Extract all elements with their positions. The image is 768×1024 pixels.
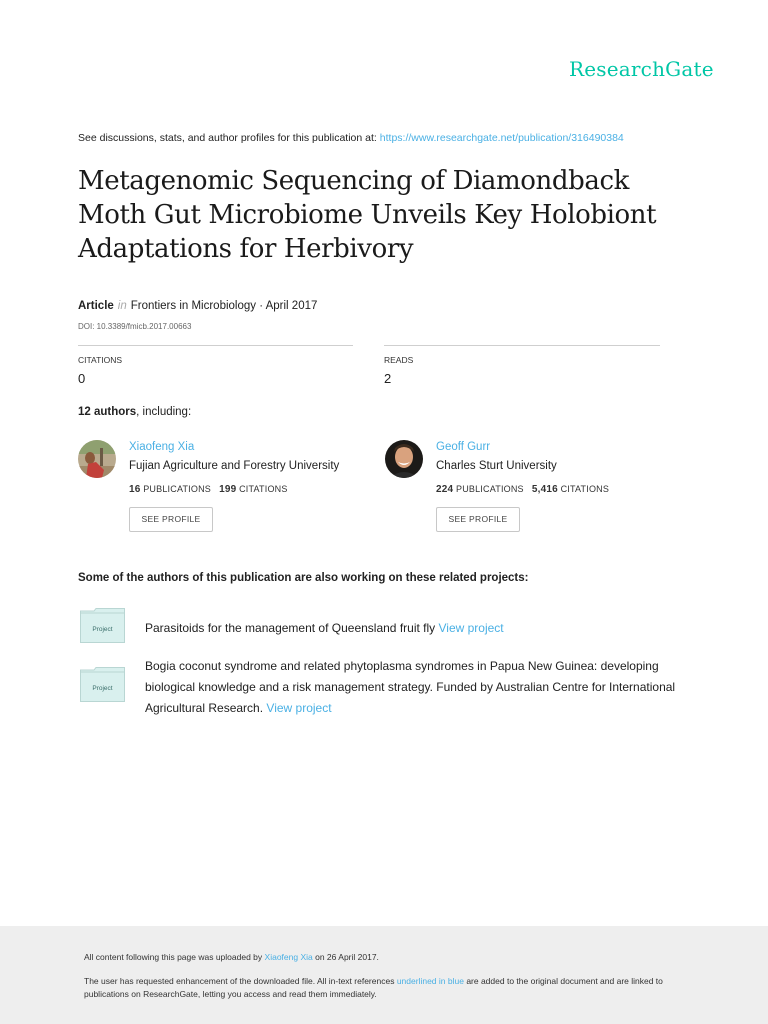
project-item	[145, 618, 705, 639]
publications-count: 16	[129, 484, 141, 495]
project-title-line: Bogia coconut syndrome and related phytoplasma syndromes in Papua New Guinea: developing	[145, 659, 659, 673]
authors-count: 12 authors	[78, 406, 137, 418]
reads-value: 2	[384, 371, 392, 386]
publication-url-link[interactable]: https://www.researchgate.net/publication/316490384	[379, 132, 624, 144]
publication-meta	[78, 300, 317, 312]
author-affiliation: Charles Sturt University	[436, 460, 557, 472]
uploader-link[interactable]: Xiaofeng Xia	[264, 952, 313, 962]
title-line: Moth Gut Microbiome Unveils Key Holobiont	[78, 200, 657, 230]
citations-value: 0	[78, 371, 86, 386]
citations-label: CITATIONS	[239, 484, 288, 494]
project-item	[145, 656, 725, 719]
avatar[interactable]	[78, 440, 116, 478]
author-affiliation: Fujian Agriculture and Forestry University	[129, 460, 340, 472]
divider	[78, 345, 353, 346]
publication-venue[interactable]: Frontiers in Microbiology · April 2017	[130, 300, 318, 312]
project-title: Parasitoids for the management of Queensland fruit fly	[145, 621, 436, 635]
authors-heading	[78, 406, 191, 418]
underlined-in-blue-text: underlined in blue	[396, 976, 464, 986]
notice-suffix: are added to the original document and are linked to publications on ResearchGate, letting you access and read them immediately.	[84, 976, 663, 999]
see-profile-button[interactable]: SEE PROFILE	[436, 507, 520, 532]
divider	[384, 345, 660, 346]
citations-label: CITATIONS	[78, 355, 123, 365]
project-icon-label: Project	[92, 685, 113, 692]
publications-label: PUBLICATIONS	[143, 484, 211, 494]
citations-count: 5,416	[531, 484, 558, 495]
citations-label: CITATIONS	[560, 484, 610, 494]
enhancement-notice	[84, 975, 704, 1001]
related-projects-heading: Some of the authors of this publication are also working on these related projects:	[78, 572, 529, 584]
upload-suffix: on 26 April 2017.	[315, 952, 379, 962]
intro-text: See discussions, stats, and author profiles for this publication at:	[78, 132, 377, 144]
title-line: Adaptations for Herbivory	[78, 234, 414, 264]
view-project-link[interactable]: View project	[266, 701, 332, 715]
author-stats	[129, 484, 288, 495]
author-name-link[interactable]: Geoff Gurr	[436, 441, 491, 453]
citations-count: 199	[219, 484, 237, 495]
project-title-line: biological knowledge and a risk management strategy. Funded by Australian Centre for International	[145, 680, 676, 694]
title-line: Metagenomic Sequencing of Diamondback	[78, 166, 629, 196]
reads-label: READS	[384, 355, 414, 365]
publications-label: PUBLICATIONS	[456, 484, 524, 494]
author-name-link[interactable]: Xiaofeng Xia	[129, 441, 195, 453]
upload-prefix: All content following this page was uploaded by	[84, 952, 263, 962]
project-title-line: Agricultural Research.	[145, 701, 264, 715]
project-icon-label: Project	[92, 626, 113, 633]
upload-notice	[84, 952, 379, 962]
view-project-link[interactable]: View project	[438, 621, 504, 635]
intro-line	[78, 132, 624, 144]
publications-count: 224	[436, 484, 454, 495]
avatar[interactable]	[385, 440, 423, 478]
authors-including: , including:	[136, 406, 192, 418]
publication-doi: DOI: 10.3389/fmicb.2017.00663	[78, 322, 192, 331]
publication-type: Article	[78, 300, 114, 312]
researchgate-logo[interactable]: ResearchGate	[569, 57, 714, 81]
publication-title	[78, 164, 698, 266]
author-stats	[436, 484, 609, 495]
project-folder-icon[interactable]	[80, 667, 125, 702]
in-word: in	[117, 300, 127, 312]
project-folder-icon[interactable]	[80, 608, 125, 643]
project-title-line-with-link	[145, 698, 725, 719]
notice-prefix: The user has requested enhancement of the downloaded file. All in-text references	[84, 976, 395, 986]
see-profile-button[interactable]: SEE PROFILE	[129, 507, 213, 532]
